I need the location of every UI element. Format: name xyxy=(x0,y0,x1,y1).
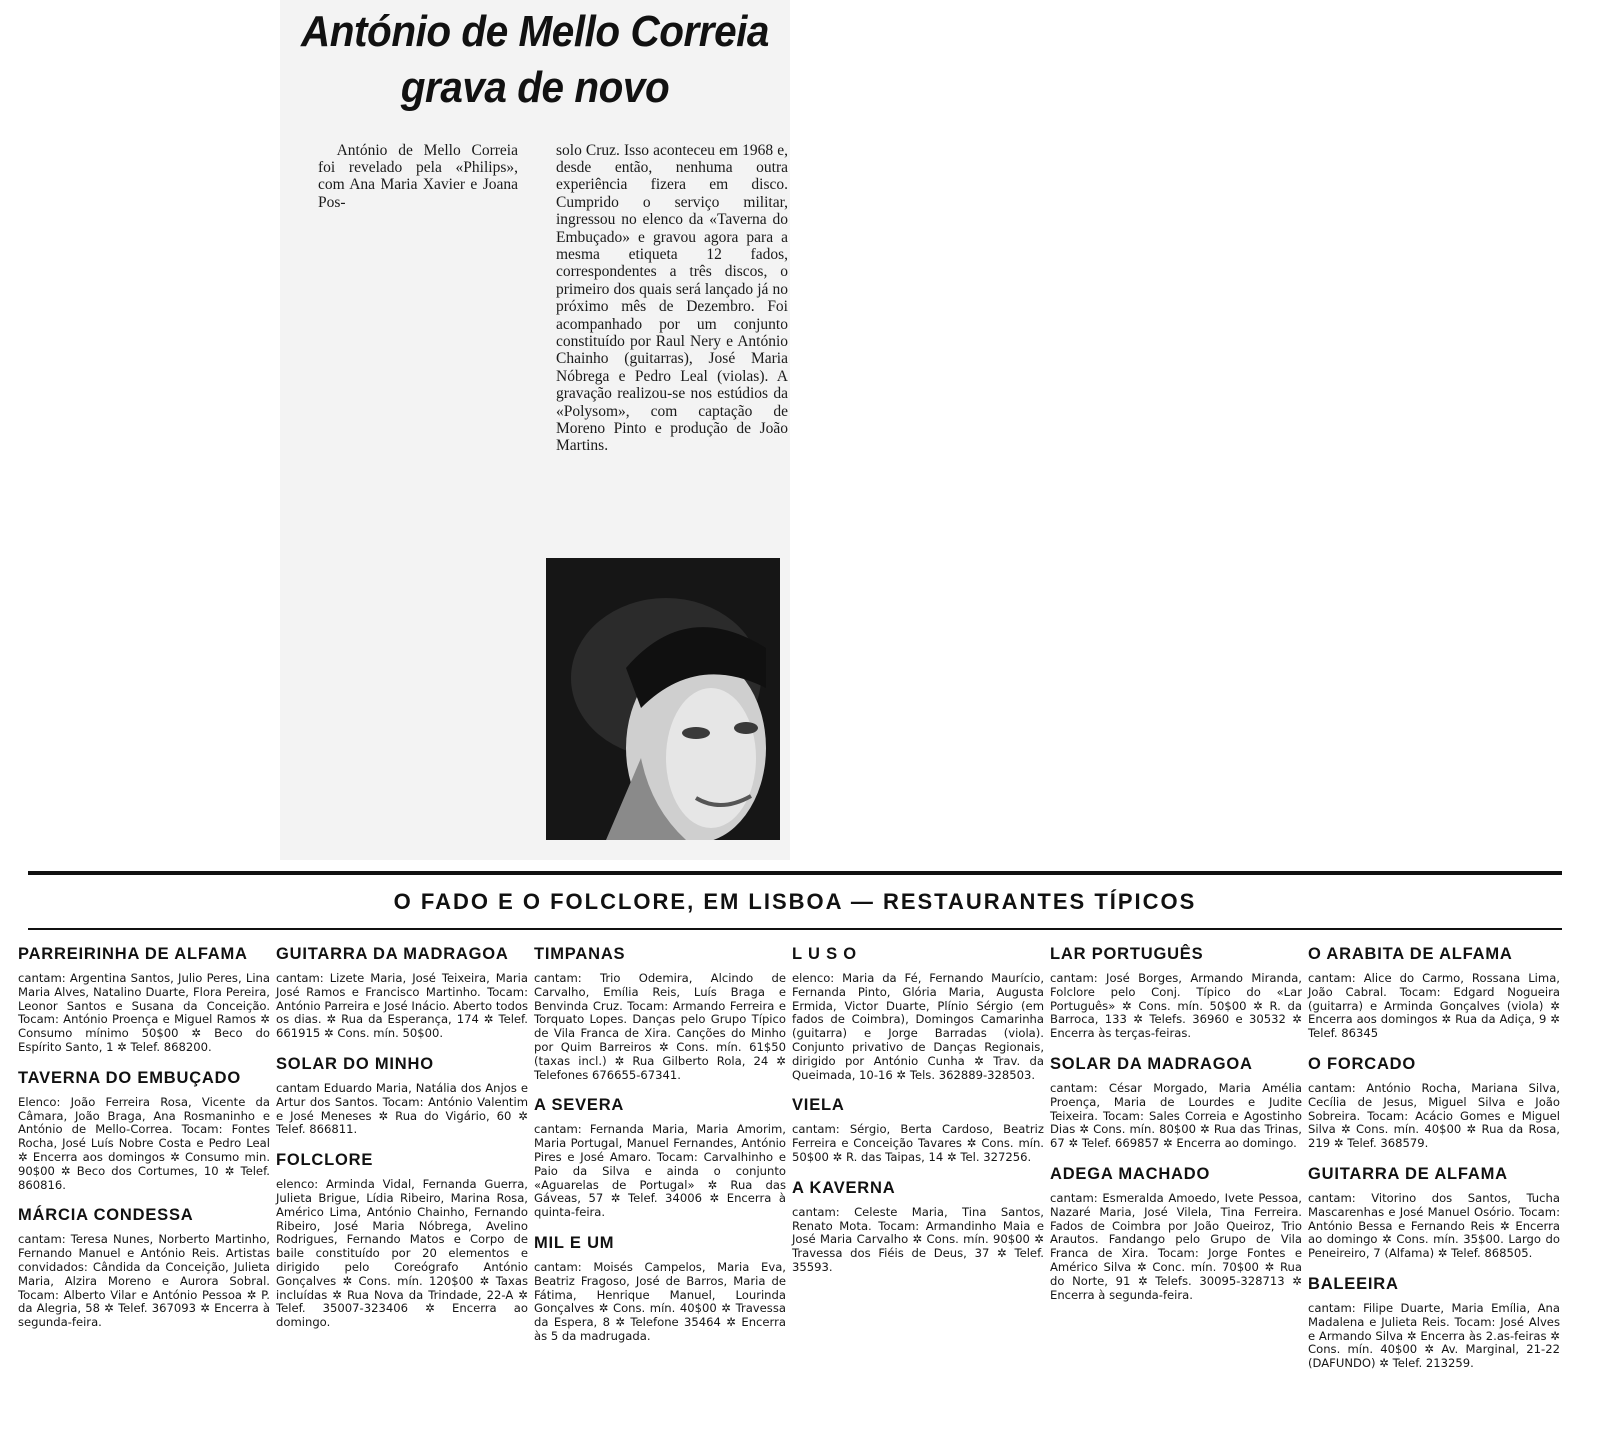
venue-entry xyxy=(18,1205,270,1330)
venue-details: cantam: Trio Odemira, Alcindo de Carvalho, Emília Reis, Luís Braga e Benvinda Cruz. Tocam: Armando Ferreira e Torquato Lopes. Danças pelo Grupo Típico de Vila Franca de Xira. Canções do Minho por Quim Barreiros ✲ Cons. mín. 61$50 (taxas incl.) ✲ Rua Gilberto Rola, 24 ✲ Telefones 676655-67341. xyxy=(534,971,786,1082)
venue-name: BALEEIRA xyxy=(1308,1274,1399,1293)
venue-name: MÁRCIA CONDESSA xyxy=(18,1206,194,1225)
venue-name: ADEGA MACHADO xyxy=(1050,1164,1211,1183)
venue-details: cantam: Argentina Santos, Julio Peres, Lina Maria Alves, Natalino Duarte, Flora Pereira, Leonor Santos e Susana da Conceição. Tocam: António Proença e Miguel Ramos ✲ Consumo mínimo 50$00 ✲ Beco do Espírito Santo, 1 ✲ Telef. 868200. xyxy=(18,971,270,1054)
venue-name: TAVERNA DO EMBUÇADO xyxy=(18,1068,241,1087)
venue-name: O ARABITA DE ALFAMA xyxy=(1308,945,1513,963)
listing-column-1 xyxy=(18,944,276,1424)
top-rule xyxy=(28,871,1562,875)
venue-entry xyxy=(18,1068,270,1193)
venue-name: LAR PORTUGUÊS xyxy=(1050,945,1204,963)
listings xyxy=(18,944,1570,1424)
venue-details: cantam: Vitorino dos Santos, Tucha Mascarenhas e José Manuel Osório. Tocam: António Bessa e Fernando Reis ✲ Encerra ao domingo ✲ Cons. mín. 35$00. Largo do Peneireiro, 7 (Alfama) ✲ Telef. 868505. xyxy=(1308,1190,1560,1261)
article-column-2: solo Cruz. Isso aconteceu em 1968 e, desde então, nenhuma outra experiência fizera em disco. Cumprido o serviço militar, ingressou no elenco da «Taverna do Embuçado» e gravou agora para a mesma etiqueta 12 fados, correspondentes a três discos, o primeiro dos quais será lançado já no próximo mês de Dezembro. Foi acompanhado por um conjunto constituído por Raul Nery e António Chainho (guitarras), José Maria Nóbrega e Pedro Leal (violas). A gravação realizou-se nos estúdios da «Polysom», com captação de Moreno Pinto e produção de João Martins. xyxy=(556,141,788,455)
venue-details: cantam: César Morgado, Maria Amélia Proença, Maria de Lourdes e Judite Teixeira. Tocam: Sales Correia e Agostinho Dias ✲ Cons. mín. 80$00 ✲ Rua das Trinas, 67 ✲ Telef. 669857 ✲ Encerra ao domingo. xyxy=(1050,1080,1302,1151)
venue-name: SOLAR DA MADRAGOA xyxy=(1050,1054,1253,1073)
article-title-line1: António de Mello Correia xyxy=(300,7,769,56)
venue-name: L U S O xyxy=(792,945,857,963)
venue-details: cantam: Celeste Maria, Tina Santos, Renato Mota. Tocam: Armandinho Maia e José Maria Carvalho ✲ Cons. mín. 90$00 ✲ Travessa dos Fiéis de Deus, 37 ✲ Telef. 35593. xyxy=(792,1204,1044,1274)
title-rule xyxy=(28,928,1562,930)
venue-details: cantam: Sérgio, Berta Cardoso, Beatriz Ferreira e Conceição Tavares ✲ Cons. mín. 50$00 ✲ R. das Taipas, 14 ✲ Tel. 327256. xyxy=(792,1122,1044,1164)
venue-details: cantam: Filipe Duarte, Maria Emília, Ana Madalena e Julieta Reis. Tocam: José Alves e Armando Silva ✲ Encerra às 2.as-feiras ✲ Cons. mín. 40$00 ✲ Av. Marginal, 21-22 (DAFUNDO) ✲ Telef. 213259. xyxy=(1308,1300,1560,1371)
venue-entry xyxy=(1050,1054,1302,1151)
venue-name: SOLAR DO MINHO xyxy=(276,1054,434,1073)
article xyxy=(280,0,790,860)
section-title: O FADO E O FOLCLORE, EM LISBOA — RESTAURANTES TÍPICOS xyxy=(393,889,1197,914)
venue-entry xyxy=(1308,1164,1560,1261)
venue-details: cantam: Moisés Campelos, Maria Eva, Beatriz Fragoso, José de Barros, Maria de Fátima, Henrique Manuel, Lourinda Gonçalves ✲ Cons. mín. 40$00 ✲ Travessa da Espera, 8 ✲ Telefone 35464 ✲ Encerra às 5 da madrugada. xyxy=(534,1259,786,1343)
venue-name: A KAVERNA xyxy=(792,1178,896,1197)
venue-entry xyxy=(1308,1054,1560,1151)
venue-name: TIMPANAS xyxy=(534,945,626,963)
venue-details: cantam: Esmeralda Amoedo, Ivete Pessoa, Nazaré Maria, José Vilela, Tina Ferreira. Fados de Coimbra por João Queiroz, Trio Arautos. Fandango pelo Grupo de Vila Franca de Xira. Tocam: Jorge Fontes e Américo Silva ✲ Conc. mín. 70$00 ✲ Rua do Norte, 91 ✲ Telefs. 30095-328713 ✲ Encerra à segunda-feira. xyxy=(1050,1190,1302,1302)
article-title xyxy=(300,4,769,116)
listing-column-3 xyxy=(534,944,792,1424)
venue-entry xyxy=(1308,1274,1560,1371)
venue-name: O FORCADO xyxy=(1308,1054,1417,1073)
venue-entry xyxy=(534,1233,786,1344)
venue-entry xyxy=(276,944,528,1041)
listing-column-6 xyxy=(1308,944,1566,1424)
venue-details: Elenco: João Ferreira Rosa, Vicente da Câmara, João Braga, Ana Rosmaninho e António de Mello-Correa. Tocam: Fontes Rocha, José Luís Nobre Costa e Pedro Leal ✲ Encerra aos domingos ✲ Consumo min. 90$00 ✲ Beco dos Cortumes, 10 ✲ Telef. 860816. xyxy=(18,1094,270,1192)
portrait-photo xyxy=(546,558,780,840)
venue-entry xyxy=(276,1150,528,1330)
venue-name: VIELA xyxy=(792,1096,845,1115)
venue-entry xyxy=(1308,944,1560,1041)
venue-details: cantam Eduardo Maria, Natália dos Anjos e Artur dos Santos. Tocam: António Valentim e José Meneses ✲ Rua do Vigário, 60 ✲ Telef. 866811. xyxy=(276,1080,528,1137)
venue-entry xyxy=(1050,944,1302,1041)
venue-name: FOLCLORE xyxy=(276,1151,374,1170)
venue-entry xyxy=(534,944,786,1082)
venue-entry xyxy=(792,944,1044,1082)
venue-details: cantam: Lizete Maria, José Teixeira, Maria José Ramos e Francisco Martinho. Tocam: António Parreira e José Inácio. Aberto todos os dias. ✲ Rua da Esperança, 174 ✲ Telef. 661915 ✲ Cons. mín. 50$00. xyxy=(276,971,528,1041)
venue-name: GUITARRA DE ALFAMA xyxy=(1308,1164,1508,1183)
venue-details: elenco: Arminda Vidal, Fernanda Guerra, Julieta Brigue, Lídia Ribeiro, Marina Rosa, Américo Lima, António Chainho, Fernando Ribeiro, José Maria Nóbrega, Avelino Rodrigues, Fernando Matos e Corpo de baile constituído por 20 elementos e dirigido pelo Coreógrafo António Gonçalves ✲ Cons. mín. 120$00 ✲ Taxas incluídas ✲ Rua Nova da Trindade, 22-A ✲ Telef. 35007-323406 ✲ Encerra ao domingo. xyxy=(276,1177,528,1330)
venue-name: A SEVERA xyxy=(534,1096,625,1115)
venue-name: GUITARRA DA MADRAGOA xyxy=(276,945,509,963)
venue-name: MIL E UM xyxy=(534,1233,615,1252)
venue-details: cantam: José Borges, Armando Miranda, Folclore pelo Conj. Típico do «Lar Português» ✲ Cons. mín. 50$00 ✲ R. da Barroca, 133 ✲ Telefs. 36960 e 30532 ✲ Encerra às terças-feiras. xyxy=(1050,971,1302,1041)
listing-column-2 xyxy=(276,944,534,1424)
article-title-line2: grava de novo xyxy=(400,63,670,112)
venue-details: cantam: Teresa Nunes, Norberto Martinho, Fernando Manuel e António Reis. Artistas convidados: Cândida da Conceição, Julieta Maria, Alzira Moreno e Aurora Sobral. Tocam: Alberto Vilar e António Pessoa ✲ P. da Alegria, 58 ✲ Telef. 367093 ✲ Encerra à segunda-feira. xyxy=(18,1232,270,1330)
listing-column-5 xyxy=(1050,944,1308,1424)
listing-column-4 xyxy=(792,944,1050,1424)
venue-details: cantam: António Rocha, Mariana Silva, Cecília de Jesus, Miguel Silva e João Sobreira. Tocam: Acácio Gomes e Miguel Silva ✲ Cons. mín. 40$00 ✲ Rua da Rosa, 219 ✲ Telef. 368579. xyxy=(1308,1080,1560,1151)
venue-entry xyxy=(276,1054,528,1137)
venue-details: cantam: Alice do Carmo, Rossana Lima, João Cabral. Tocam: Edgard Nogueira (guitarra) e Arminda Gonçalves (viola) ✲ Encerra aos domingos ✲ Rua da Adiça, 9 ✲ Telef. 86345 xyxy=(1308,971,1560,1041)
venue-entry xyxy=(534,1095,786,1220)
venue-details: cantam: Fernanda Maria, Maria Amorim, Maria Portugal, Manuel Fernandes, António Pires e José Amaro. Tocam: Carvalhinho e Paio da Silva e ainda o conjunto «Aguarelas de Portugal» ✲ Rua das Gáveas, 57 ✲ Telef. 34006 ✲ Encerra à quinta-feira. xyxy=(534,1122,786,1220)
venue-entry xyxy=(1050,1164,1302,1302)
venue-entry xyxy=(792,1178,1044,1275)
venue-entry xyxy=(792,1095,1044,1164)
venue-name: PARREIRINHA DE ALFAMA xyxy=(18,945,248,963)
venue-details: elenco: Maria da Fé, Fernando Maurício, Fernanda Pinto, Glória Maria, Augusta Ermida, Victor Duarte, Plínio Sérgio (em fados de Coimbra), Domingos Camarinha (guitarra) e Jorge Barradas (viola). Conjunto privativo de Danças Regionais, dirigido por António Cunha ✲ Trav. da Queimada, 10-16 ✲ Tels. 362889-328503. xyxy=(792,971,1044,1082)
venue-entry xyxy=(18,944,270,1055)
article-column-1: António de Mello Correia foi revelado pela «Philips», com Ana Maria Xavier e Joana Pos- xyxy=(318,141,518,211)
